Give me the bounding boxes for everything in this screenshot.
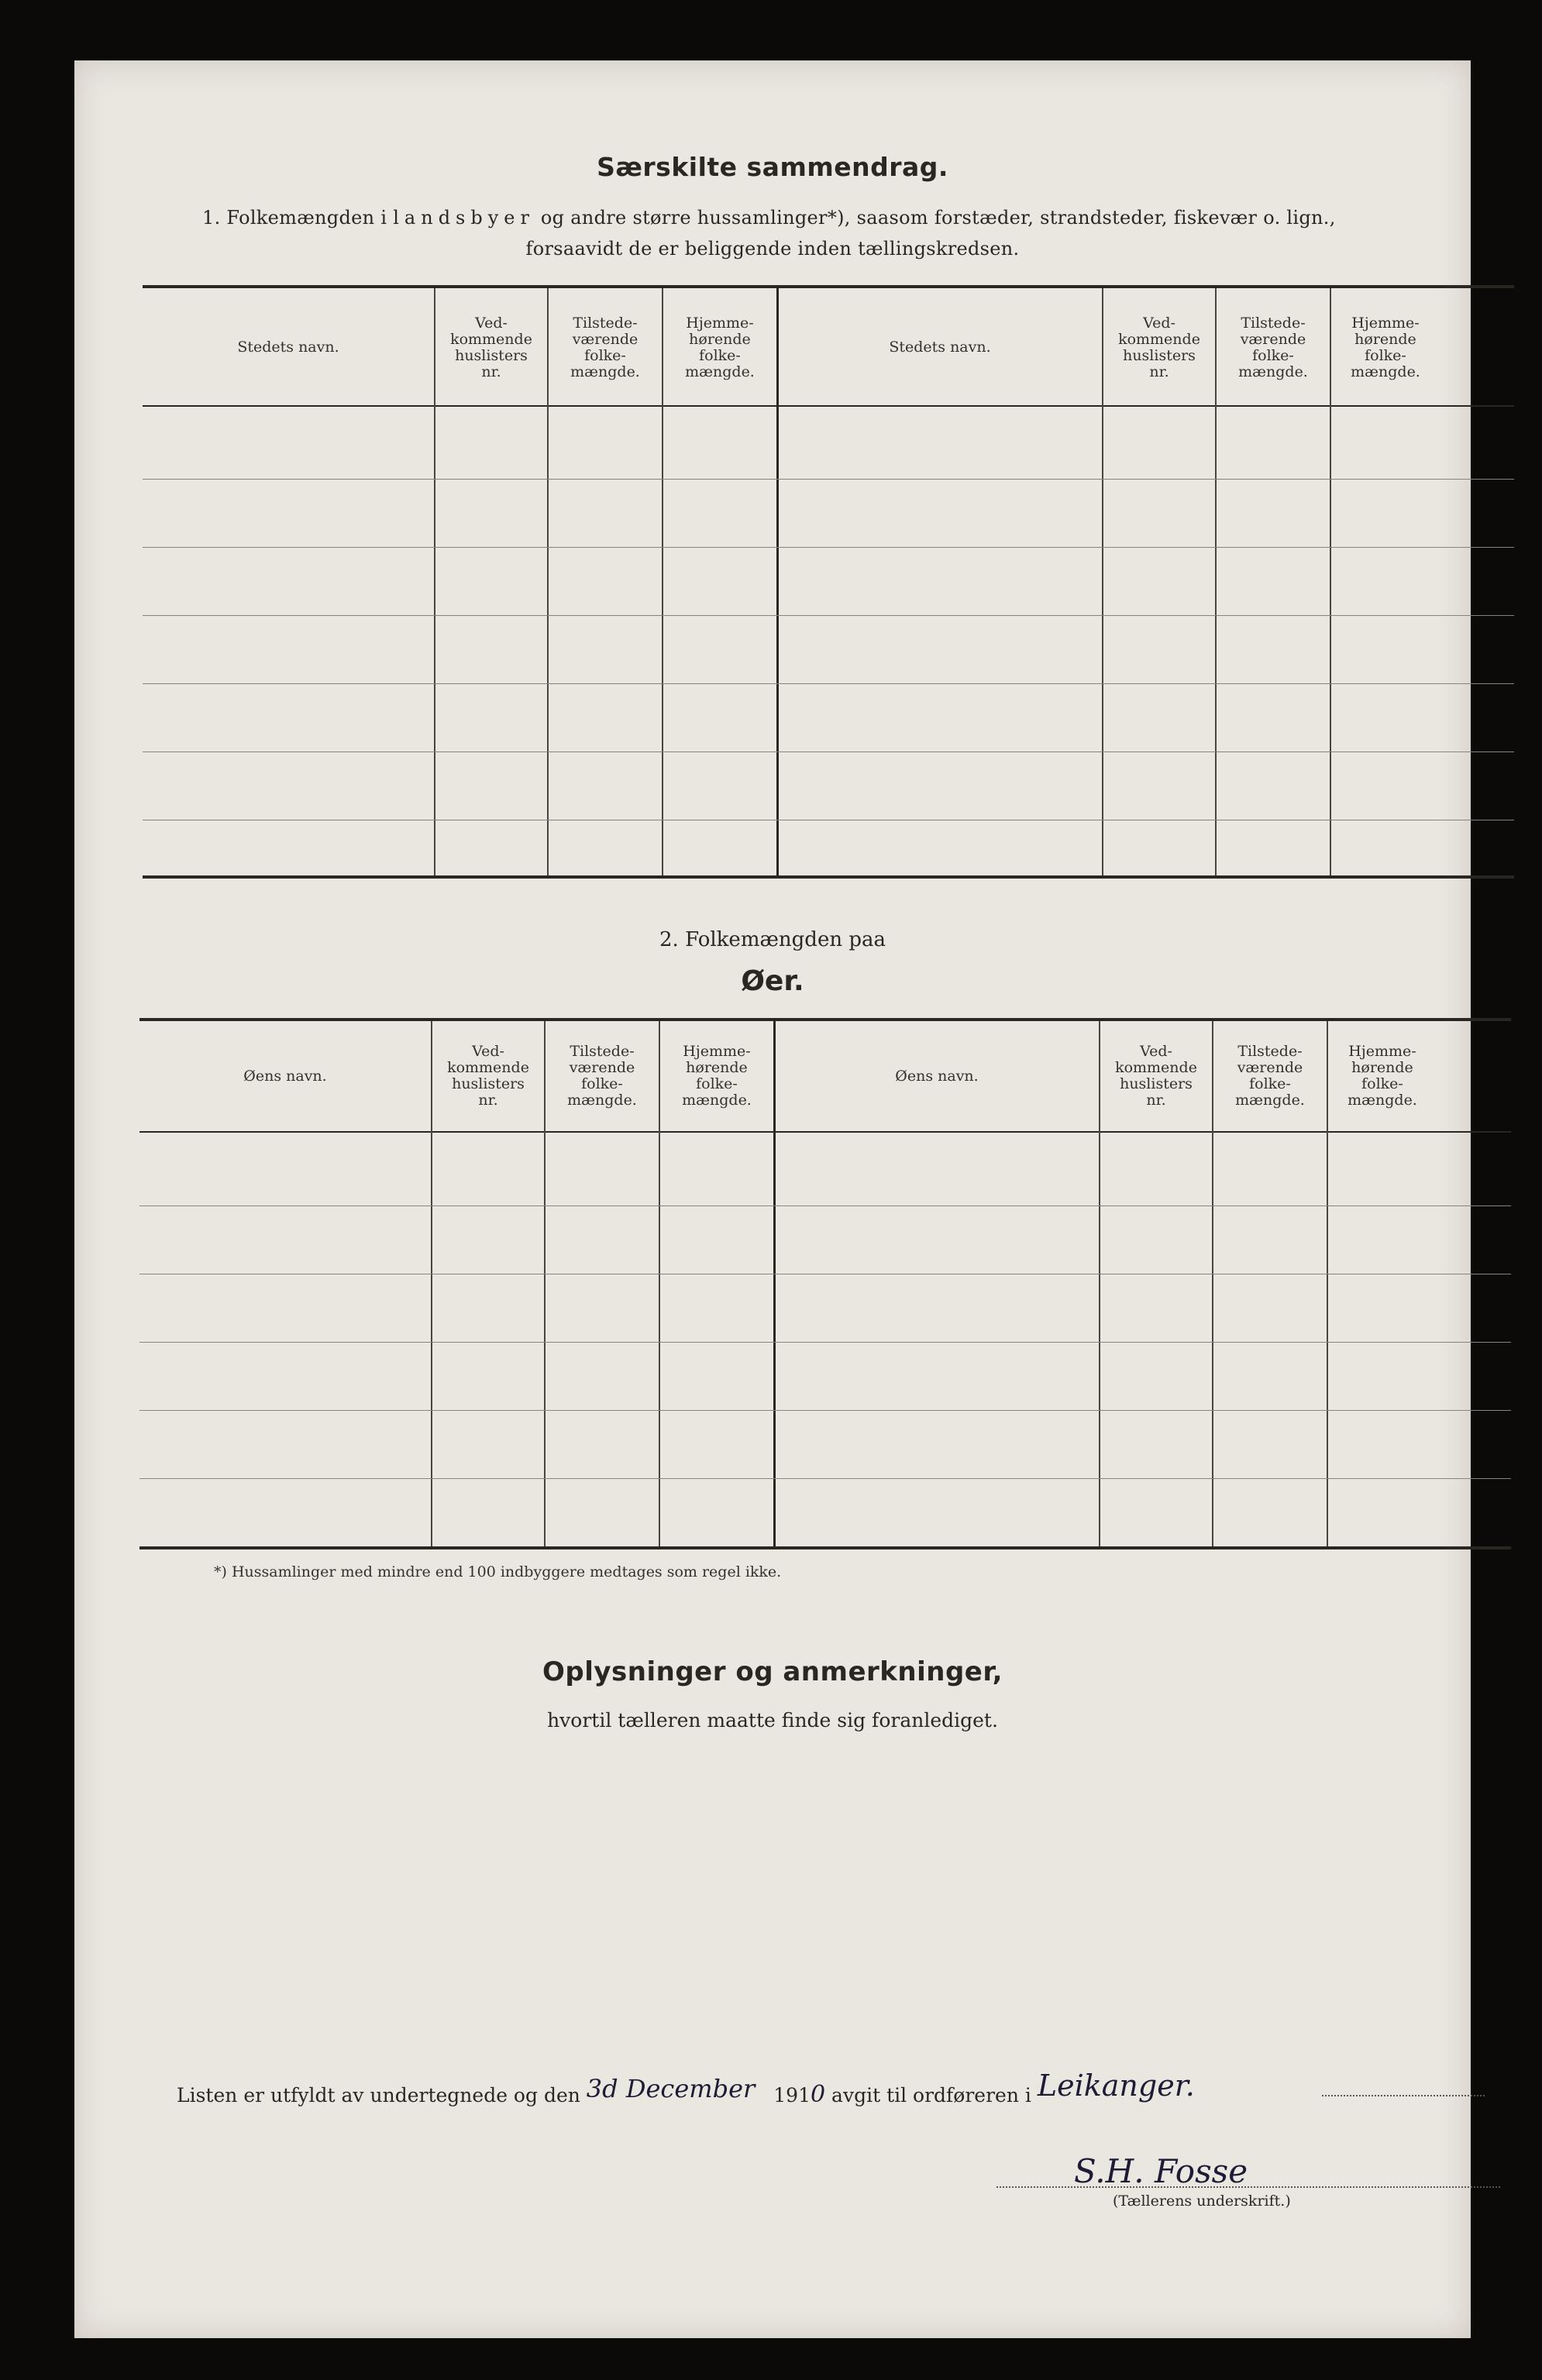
statement-text-2: avgit til ordføreren i — [831, 2084, 1031, 2107]
table2-bottom-rule — [139, 1546, 1511, 1549]
remarks-title: Oplysninger og anmerkninger, — [542, 1656, 1003, 1687]
handwritten-year-digit: 0 — [811, 2081, 826, 2108]
table2-top-rule — [139, 1018, 1511, 1021]
t2-col-oens-navn-left: Øens navn. — [243, 1067, 327, 1085]
intro-prefix: 1. Folkemængden i — [202, 207, 387, 229]
t2-col-hjemme-left: Hjemme- hørende folke- mængde. — [682, 1043, 752, 1109]
census-form-page — [74, 60, 1471, 2338]
year-printed: 191 — [773, 2084, 811, 2107]
table1-top-rule — [143, 285, 1514, 288]
intro-line-2: forsaavidt de er beliggende inden tællingskredsen. — [525, 238, 1020, 260]
t1-col-hjemme-right: Hjemme- hørende folke- mængde. — [1351, 314, 1420, 380]
t1-col-tilstede-right: Tilstede- værende folke- mængde. — [1238, 314, 1308, 380]
section2-heading: 2. Folkemængden paa — [659, 928, 886, 951]
t1-col-hjemme-left: Hjemme- hørende folke- mængde. — [685, 314, 755, 380]
intro-line-1 — [202, 202, 1473, 233]
intro-spaced-word: landsbyer — [393, 207, 535, 229]
t1-col-huslisters-right: Ved- kommende huslisters nr. — [1118, 314, 1200, 380]
t2-col-huslisters-right: Ved- kommende huslisters nr. — [1115, 1043, 1197, 1109]
signature-statement — [177, 2069, 1195, 2109]
t2-col-oens-navn-right: Øens navn. — [895, 1067, 979, 1085]
t2-col-hjemme-right: Hjemme- hørende folke- mængde. — [1348, 1043, 1417, 1109]
handwritten-place: Leikanger. — [1037, 2069, 1195, 2103]
handwritten-signature: S.H. Fosse — [1074, 2152, 1248, 2190]
signature-caption: (Tællerens underskrift.) — [1113, 2193, 1291, 2210]
section2-title-oer: Øer. — [741, 965, 804, 997]
remarks-subtitle: hvortil tælleren maatte finde sig foranlediget. — [547, 1709, 998, 1732]
table1-bottom-rule — [143, 875, 1514, 879]
t2-col-tilstede-left: Tilstede- værende folke- mængde. — [567, 1043, 637, 1109]
intro-rest: og andre større hussamlinger*), saasom forstæder, strandsteder, fiskevær o. lign., — [540, 207, 1336, 229]
t1-col-huslisters-left: Ved- kommende huslisters nr. — [450, 314, 532, 380]
handwritten-date: 3d December — [586, 2074, 756, 2103]
t2-col-huslisters-left: Ved- kommende huslisters nr. — [447, 1043, 529, 1109]
t1-col-tilstede-left: Tilstede- værende folke- mængde. — [570, 314, 640, 380]
footnote: *) Hussamlinger med mindre end 100 indbyggere medtages som regel ikke. — [214, 1563, 782, 1580]
t2-col-tilstede-right: Tilstede- værende folke- mængde. — [1235, 1043, 1305, 1109]
t1-col-stedets-navn-left: Stedets navn. — [237, 339, 339, 356]
statement-text-1: Listen er utfyldt av undertegnede og den — [177, 2084, 580, 2107]
page-title: Særskilte sammendrag. — [597, 152, 948, 182]
table1-header-rule — [143, 405, 1514, 407]
t1-col-stedets-navn-right: Stedets navn. — [889, 339, 991, 356]
table2-header-rule — [139, 1131, 1511, 1133]
